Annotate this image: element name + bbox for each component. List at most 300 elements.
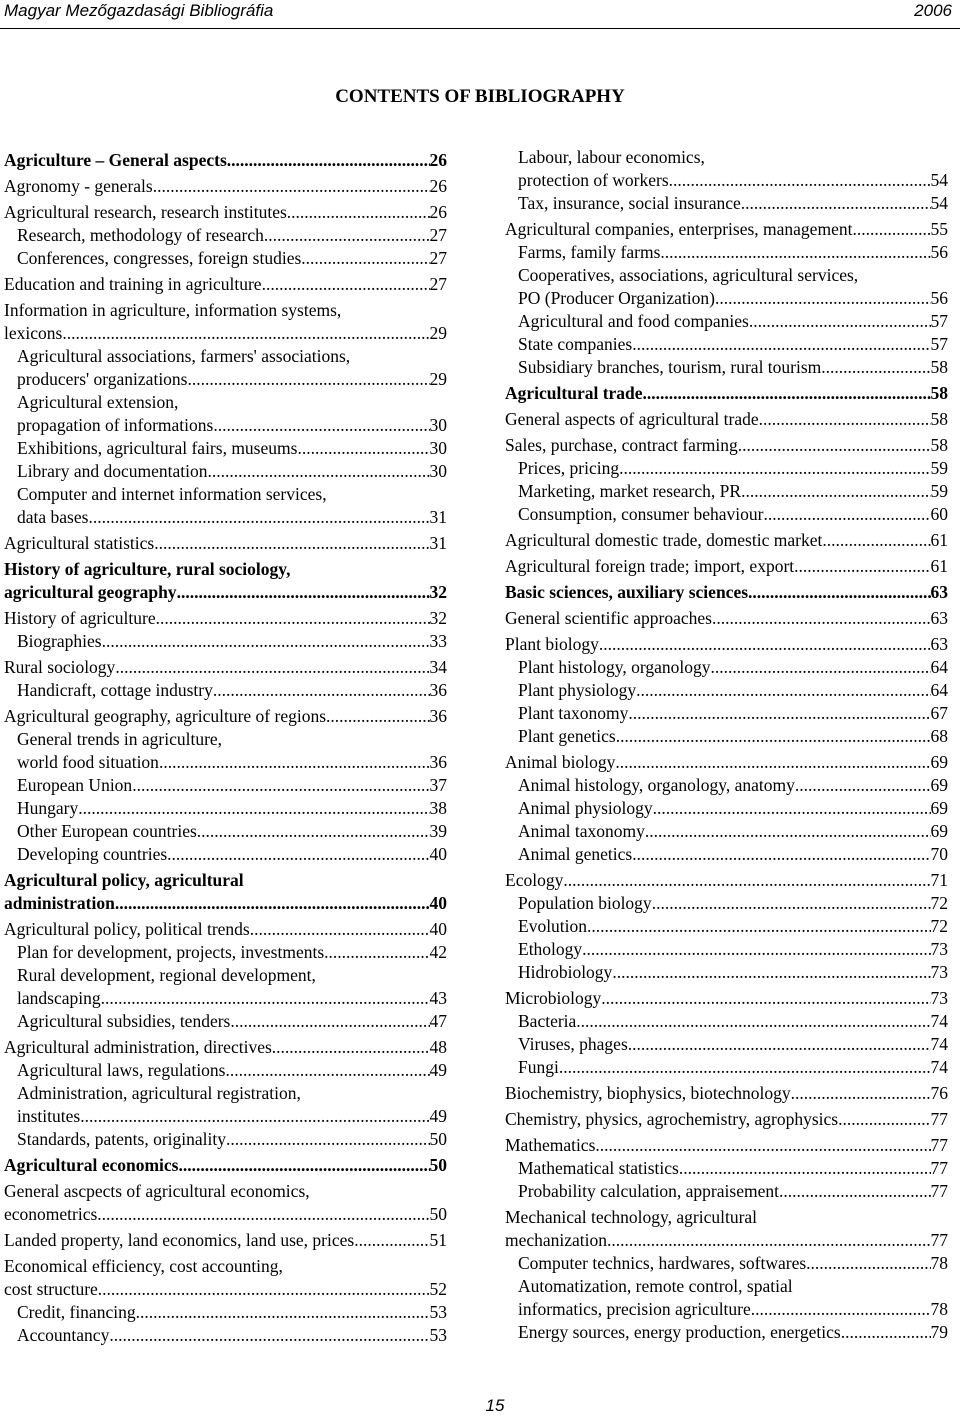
toc-entry-line: Information in agriculture, information systems, [4,300,342,320]
toc-entry[interactable] [4,299,447,345]
dot-leader [763,503,930,526]
toc-page-number: 77 [930,1158,948,1178]
dot-leader [188,368,430,391]
dot-leader [230,1010,429,1033]
toc-entry-label: Ethology [518,939,583,959]
toc-entry[interactable] [505,843,948,866]
dot-leader [197,820,430,843]
dot-leader [78,797,429,820]
toc-entry-row [17,679,447,702]
toc-page-number: 30 [429,415,447,435]
toc-entry-line: Agricultural policy, agricultural [4,870,244,890]
toc-entry[interactable] [4,1059,447,1082]
toc-page-number: 61 [930,530,948,550]
dot-leader [632,843,930,866]
toc-page-number: 36 [429,706,447,726]
toc-entry-line: Administration, agricultural registration, [17,1083,301,1103]
toc-entry-label: Hidrobiology [518,962,613,982]
toc-page-number: 27 [429,248,447,268]
toc-entry-label: Sales, purchase, contract farming [505,435,738,455]
dot-leader [841,1321,931,1344]
toc-entry-row [518,480,948,503]
dot-leader [167,843,429,866]
toc-entry-label: Bacteria [518,1011,577,1031]
toc-entry-row [17,797,447,820]
toc-page-number: 73 [930,988,948,1008]
toc-entry-label: institutes [17,1106,81,1126]
toc-entry-label: administration [4,893,115,913]
toc-entry-label: Energy sources, energy production, energetics [518,1322,841,1342]
toc-entry-row [17,506,447,529]
toc-page-number: 40 [429,893,447,913]
dot-leader [178,1154,429,1177]
dot-leader [80,1105,429,1128]
toc-entry[interactable] [505,529,948,552]
dot-leader [587,915,930,938]
toc-entry[interactable] [505,797,948,820]
toc-entry-label: Subsidiary branches, tourism, rural tourism [518,357,822,377]
toc-entry-row [4,1278,447,1301]
dot-leader [62,322,429,345]
toc-page-number: 32 [429,608,447,628]
toc-entry[interactable] [505,633,948,656]
toc-entry-line: Automatization, remote control, spatial [518,1276,793,1296]
toc-entry[interactable] [505,192,948,215]
toc-entry-row [17,751,447,774]
toc-page-number: 51 [429,1230,447,1250]
toc-entry[interactable] [505,1206,948,1252]
header-rule [0,28,960,29]
toc-entry-row [518,725,948,748]
toc-page-number: 58 [930,435,948,455]
toc-entry-row [505,218,948,241]
toc-entry-row [17,1010,447,1033]
toc-entry[interactable] [505,1056,948,1079]
dot-leader [660,241,930,264]
toc-page-number: 36 [429,752,447,772]
toc-entry-row [505,751,948,774]
dot-leader [636,679,930,702]
toc-entry-label: Animal genetics [518,844,633,864]
running-header [0,0,960,30]
toc-page-number: 31 [429,533,447,553]
dot-leader [563,869,930,892]
toc-entry-row [518,356,948,379]
toc-entry-row [4,581,447,604]
toc-page-number: 73 [930,962,948,982]
toc-entry[interactable] [505,264,948,310]
toc-entry[interactable] [4,607,447,630]
toc-page-number: 74 [930,1011,948,1031]
dot-leader [354,1229,429,1252]
toc-entry[interactable] [505,987,948,1010]
toc-entry[interactable] [505,1321,948,1344]
toc-page-number: 77 [930,1135,948,1155]
toc-entry[interactable] [505,1082,948,1105]
toc-entry[interactable] [4,1229,447,1252]
toc-page-number: 74 [930,1057,948,1077]
toc-entry[interactable] [505,581,948,604]
toc-page-number: 78 [930,1299,948,1319]
toc-entry[interactable] [505,869,948,892]
toc-entry-row [4,892,447,915]
toc-page-number: 60 [930,504,948,524]
toc-page-number: 64 [930,657,948,677]
dot-leader [669,169,931,192]
toc-entry[interactable] [4,705,447,728]
dot-leader [794,555,930,578]
toc-entry-label: Conferences, congresses, foreign studies [17,248,302,268]
toc-entry-row [4,273,447,296]
toc-entry[interactable] [4,1128,447,1151]
dot-leader [226,1059,430,1082]
toc-entry-label: Agricultural trade [505,383,643,403]
toc-entry-label: Evolution [518,916,588,936]
toc-page-number: 53 [429,1302,447,1322]
toc-entry[interactable] [4,483,447,529]
toc-entry[interactable] [505,1134,948,1157]
toc-entry[interactable] [505,961,948,984]
toc-entry[interactable] [4,345,447,391]
toc-entry-line: Cooperatives, associations, agricultural services, [518,265,859,285]
toc-entry[interactable] [4,843,447,866]
toc-entry[interactable] [505,382,948,405]
toc-entry-row [4,532,447,555]
toc-entry-label: protection of workers [518,170,669,190]
dot-leader [213,679,430,702]
toc-entry-row [505,633,948,656]
toc-entry[interactable] [505,503,948,526]
toc-entry[interactable] [4,964,447,1010]
toc-entry[interactable] [505,356,948,379]
toc-entry[interactable] [505,820,948,843]
toc-page-number: 50 [429,1155,447,1175]
dot-leader [738,434,931,457]
toc-entry-row [17,820,447,843]
toc-entry[interactable] [505,892,948,915]
toc-entry-row [505,555,948,578]
toc-entry-row [518,287,948,310]
toc-entry-label: informatics, precision agriculture [518,1299,751,1319]
toc-page-number: 69 [930,798,948,818]
toc-entry-line: Economical efficiency, cost accounting, [4,1256,283,1276]
toc-entry-row [17,941,447,964]
dot-leader [226,1128,430,1151]
toc-entry[interactable] [505,310,948,333]
dot-leader [576,1010,930,1033]
toc-page-number: 59 [930,458,948,478]
toc-entry-label: Agricultural economics [4,1155,179,1175]
dot-leader [822,529,930,552]
toc-entry-label: world food situation [17,752,159,772]
dot-leader [97,1203,429,1226]
toc-entry[interactable] [4,273,447,296]
toc-entry-label: propagation of informations [17,415,214,435]
dot-leader [101,987,430,1010]
toc-entry-label: Agricultural geography, agriculture of regions [4,706,327,726]
toc-entry-label: econometrics [4,1204,98,1224]
toc-entry-row [505,1229,948,1252]
toc-entry[interactable] [4,941,447,964]
toc-page-number: 38 [429,798,447,818]
toc-entry-label: Plant physiology [518,680,637,700]
dot-leader [159,751,430,774]
toc-entry-label: Education and training in agriculture [4,274,262,294]
toc-entry[interactable] [4,656,447,679]
journal-title: Magyar Mezőgazdasági Bibliográfia [4,1,274,20]
toc-entry[interactable] [4,1180,447,1226]
toc-entry[interactable] [505,555,948,578]
toc-entry-label: Marketing, market research, PR [518,481,742,501]
toc-entry-label: data bases [17,507,89,527]
toc-entry-row [518,169,948,192]
toc-entry[interactable] [505,702,948,725]
toc-entry[interactable] [4,175,447,198]
toc-entry-row [518,774,948,797]
dot-leader [88,506,429,529]
toc-entry-label: mechanization [505,1230,608,1250]
toc-entry[interactable] [4,1255,447,1301]
toc-page-number: 53 [429,1325,447,1345]
toc-entry-row [4,149,447,172]
toc-page-number: 31 [429,507,447,527]
toc-page-number: 43 [429,988,447,1008]
toc-entry-row [4,1036,447,1059]
dot-leader [109,1324,429,1347]
toc-entry[interactable] [4,1010,447,1033]
toc-entry-row [518,1033,948,1056]
toc-page-number: 58 [930,383,948,403]
toc-entry-row [17,368,447,391]
toc-entry[interactable] [505,607,948,630]
toc-entry-label: Plan for development, projects, investments [17,942,325,962]
dot-leader [619,457,930,480]
toc-entry-label: Population biology [518,893,652,913]
toc-entry-label: Biochemistry, biophysics, biotechnology [505,1083,791,1103]
dot-leader [748,581,930,604]
toc-entry[interactable] [505,146,948,192]
toc-entry[interactable] [4,201,447,224]
toc-entry[interactable] [505,1157,948,1180]
dot-leader [582,938,930,961]
toc-page-number: 72 [930,916,948,936]
toc-entry-row [518,820,948,843]
toc-page-number: 47 [429,1011,447,1031]
toc-entry-label: Accountancy [17,1325,110,1345]
toc-entry[interactable] [4,918,447,941]
toc-entry[interactable] [4,1082,447,1128]
dot-leader [136,1301,430,1324]
dot-leader [154,532,429,555]
toc-entry[interactable] [4,224,447,247]
toc-entry-label: lexicons [4,323,63,343]
toc-entry[interactable] [505,457,948,480]
toc-entry-label: Ecology [505,870,564,890]
toc-entry-row [4,607,447,630]
toc-entry-row [518,333,948,356]
toc-entry-label: Agriculture – General aspects [4,150,227,170]
toc-entry[interactable] [505,1180,948,1203]
toc-entry-row [505,607,948,630]
dot-leader [208,460,430,483]
dot-leader [595,1134,930,1157]
toc-entry-label: Agricultural statistics [4,533,155,553]
toc-entry-row [518,1157,948,1180]
toc-entry-line: Labour, labour economics, [518,147,705,167]
toc-entry[interactable] [505,218,948,241]
toc-page-number: 74 [930,1034,948,1054]
toc-entry[interactable] [505,751,948,774]
toc-entry[interactable] [4,460,447,483]
toc-entry[interactable] [505,774,948,797]
toc-entry-row [505,408,948,431]
toc-entry[interactable] [505,480,948,503]
toc-page-number: 77 [930,1109,948,1129]
toc-entry-line: Computer and internet information services, [17,484,327,504]
dot-leader [301,247,429,270]
toc-entry-label: Animal biology [505,752,616,772]
toc-entry-label: Rural sociology [4,657,116,677]
toc-entry[interactable] [505,434,948,457]
toc-entry-row [17,1105,447,1128]
toc-entry-label: Mathematical statistics [518,1158,679,1178]
dot-leader [645,820,931,843]
toc-entry-label: Fungi [518,1057,559,1077]
toc-entry-label: Prices, pricing [518,458,620,478]
toc-page-number: 33 [429,631,447,651]
toc-entry-row [518,892,948,915]
toc-entry-label: Biographies [17,631,102,651]
toc-entry-label: Animal physiology [518,798,653,818]
toc-entry-label: PO (Producer Organization) [518,288,715,308]
toc-entry[interactable] [4,149,447,172]
toc-entry[interactable] [505,679,948,702]
toc-entry-label: Probability calculation, appraisement [518,1181,779,1201]
toc-entry[interactable] [4,1154,447,1177]
toc-page-number: 39 [429,821,447,841]
toc-entry[interactable] [505,408,948,431]
dot-leader [712,607,931,630]
page-title: CONTENTS OF BIBLIOGRAPHY [335,86,625,107]
toc-page-number: 70 [930,844,948,864]
toc-entry-row [518,702,948,725]
page-number: 15 [485,1396,505,1415]
toc-entry[interactable] [505,1252,948,1275]
toc-entry[interactable] [4,1301,447,1324]
toc-entry[interactable] [505,915,948,938]
toc-entry-label: Animal histology, organology, anatomy [518,775,795,795]
toc-entry-label: Plant histology, organology [518,657,711,677]
toc-entry-label: Agricultural laws, regulations [17,1060,226,1080]
toc-entry-row [505,869,948,892]
toc-entry-line: Agricultural extension, [17,392,179,412]
toc-entry[interactable] [4,797,447,820]
toc-entry-label: Developing countries [17,844,168,864]
toc-page-number: 27 [429,225,447,245]
toc-entry[interactable] [4,774,447,797]
toc-entry-label: Agricultural foreign trade; import, export [505,556,795,576]
dot-leader [679,1157,931,1180]
toc-entry[interactable] [4,437,447,460]
toc-entry-label: Plant taxonomy [518,703,629,723]
toc-entry-label: Animal taxonomy [518,821,645,841]
toc-page-number: 69 [930,752,948,772]
toc-entry[interactable] [505,333,948,356]
toc-entry[interactable] [505,725,948,748]
toc-entry[interactable] [505,656,948,679]
toc-entry[interactable] [505,1275,948,1321]
dot-leader [791,1082,931,1105]
toc-entry-row [505,581,948,604]
toc-entry-row [17,774,447,797]
toc-entry[interactable] [4,679,447,702]
toc-entry-row [518,241,948,264]
toc-entry[interactable] [505,1033,948,1056]
toc-entry-label: Agricultural policy, political trends [4,919,250,939]
toc-page-number: 40 [429,919,447,939]
toc-entry-row [518,1321,948,1344]
toc-page-number: 72 [930,893,948,913]
toc-entry-row [4,1203,447,1226]
dot-leader [821,356,930,379]
toc-entry[interactable] [4,558,447,604]
toc-page-number: 54 [930,193,948,213]
toc-entry[interactable] [4,630,447,653]
toc-entry-row [518,1298,948,1321]
toc-entry-row [518,938,948,961]
toc-entry[interactable] [4,869,447,915]
dot-leader [612,961,930,984]
dot-leader [601,987,930,1010]
toc-entry-label: Viruses, phages [518,1034,628,1054]
toc-entry-label: cost structure [4,1279,98,1299]
toc-entry[interactable] [4,1324,447,1347]
toc-entry[interactable] [4,728,447,774]
toc-entry-row [505,1134,948,1157]
toc-entry-row [505,1108,948,1131]
toc-entry[interactable] [505,938,948,961]
toc-entry[interactable] [505,1010,948,1033]
toc-entry-row [17,437,447,460]
toc-entry[interactable] [4,820,447,843]
toc-page-number: 55 [930,219,948,239]
dot-leader [264,224,430,247]
toc-entry[interactable] [4,1036,447,1059]
toc-entry-row [518,797,948,820]
toc-entry-label: Plant biology [505,634,599,654]
toc-entry[interactable] [505,241,948,264]
toc-entry-row [505,987,948,1010]
toc-entry-label: Consumption, consumer behaviour [518,504,764,524]
toc-entry-row [17,224,447,247]
toc-entry-label: Microbiology [505,988,602,1008]
toc-entry[interactable] [505,1108,948,1131]
toc-entry-row [518,192,948,215]
toc-page-number: 58 [930,409,948,429]
toc-entry[interactable] [4,532,447,555]
dot-leader [115,892,430,915]
toc-entry-row [17,843,447,866]
toc-entry-line: Agricultural associations, farmers' associations, [17,346,351,366]
toc-entry-row [4,201,447,224]
toc-entry[interactable] [4,247,447,270]
toc-entry[interactable] [4,391,447,437]
toc-entry-label: Research, methodology of research [17,225,264,245]
dot-leader [98,1278,430,1301]
toc-entry-line: History of agriculture, rural sociology, [4,559,291,579]
toc-page-number: 49 [429,1060,447,1080]
toc-page-number: 67 [930,703,948,723]
